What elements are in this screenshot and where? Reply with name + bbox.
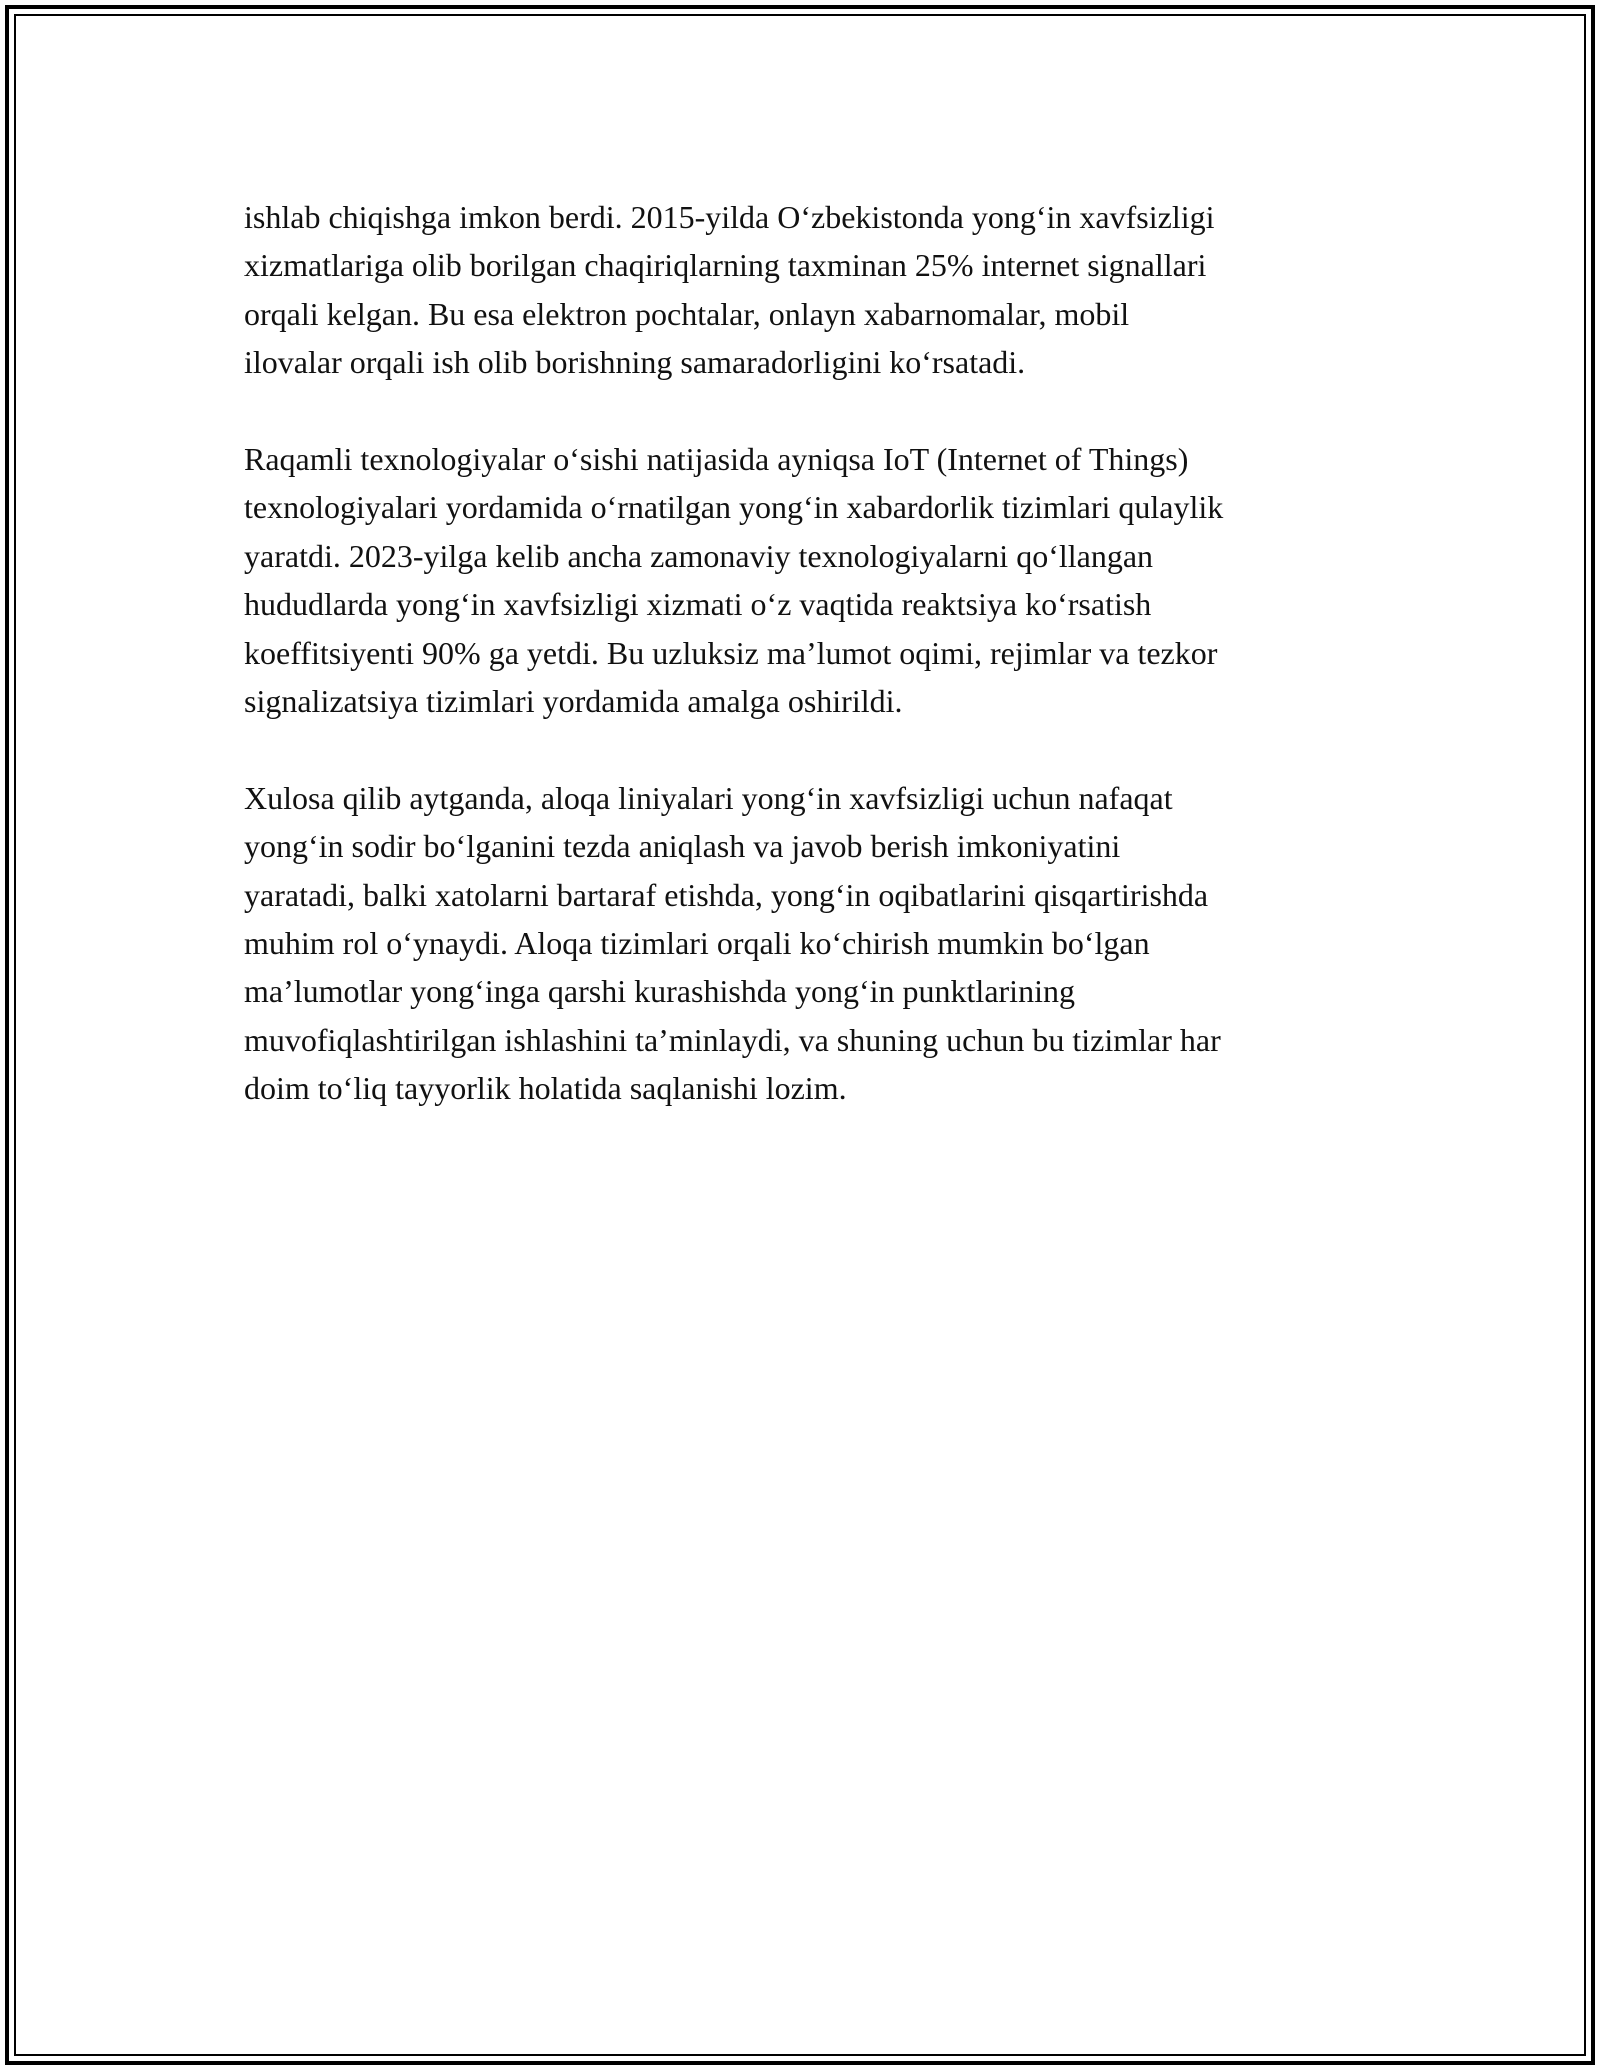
document-body <box>244 193 1384 1161</box>
paragraph-2: Raqamli texnologiyalar o‘sishi natijasida ayniqsa IoT (Internet of Things) texnologiyalari yordamida o‘rnatilgan yong‘in xabardorlik tizimlari qulaylik yaratdi. 2023-yilga kelib ancha zamonaviy texnologiyalarni qo‘llangan hududlarda yong‘in xavfsizligi xizmati o‘z vaqtida reaktsiya ko‘rsatish koeffitsiyenti 90% ga yetdi. Bu uzluksiz ma’lumot oqimi, rejimlar va tezkor signalizatsiya tizimlari yordamida amalga oshirildi. <box>244 441 1224 720</box>
paragraph-3: Xulosa qilib aytganda, aloqa liniyalari yong‘in xavfsizligi uchun nafaqat yong‘in sodir bo‘lganini tezda aniqlash va javob berish imkoniyatini yaratadi, balki xatolarni bartaraf etishda, yong‘in oqibatlarini qisqartirishda muhim rol o‘ynaydi. Aloqa tizimlari orqali ko‘chirish mumkin bo‘lgan ma’lumotlar yong‘inga qarshi kurashishda yong‘in punktlarining muvofiqlashtirilgan ishlashini ta’minlaydi, va shuning uchun bu tizimlar har doim to‘liq tayyorlik holatida saqlanishi lozim. <box>244 779 1221 1107</box>
page-border <box>5 5 1595 2065</box>
paragraph-1: ishlab chiqishga imkon berdi. 2015-yilda O‘zbekistonda yong‘in xavfsizligi xizmatlariga olib borilgan chaqiriqlarning taxminan 25% internet signallari orqali kelgan. Bu esa elektron pochtalar, onlayn xabarnomalar, mobil ilovalar orqali ish olib borishning samaradorligini ko‘rsatadi. <box>244 199 1215 381</box>
